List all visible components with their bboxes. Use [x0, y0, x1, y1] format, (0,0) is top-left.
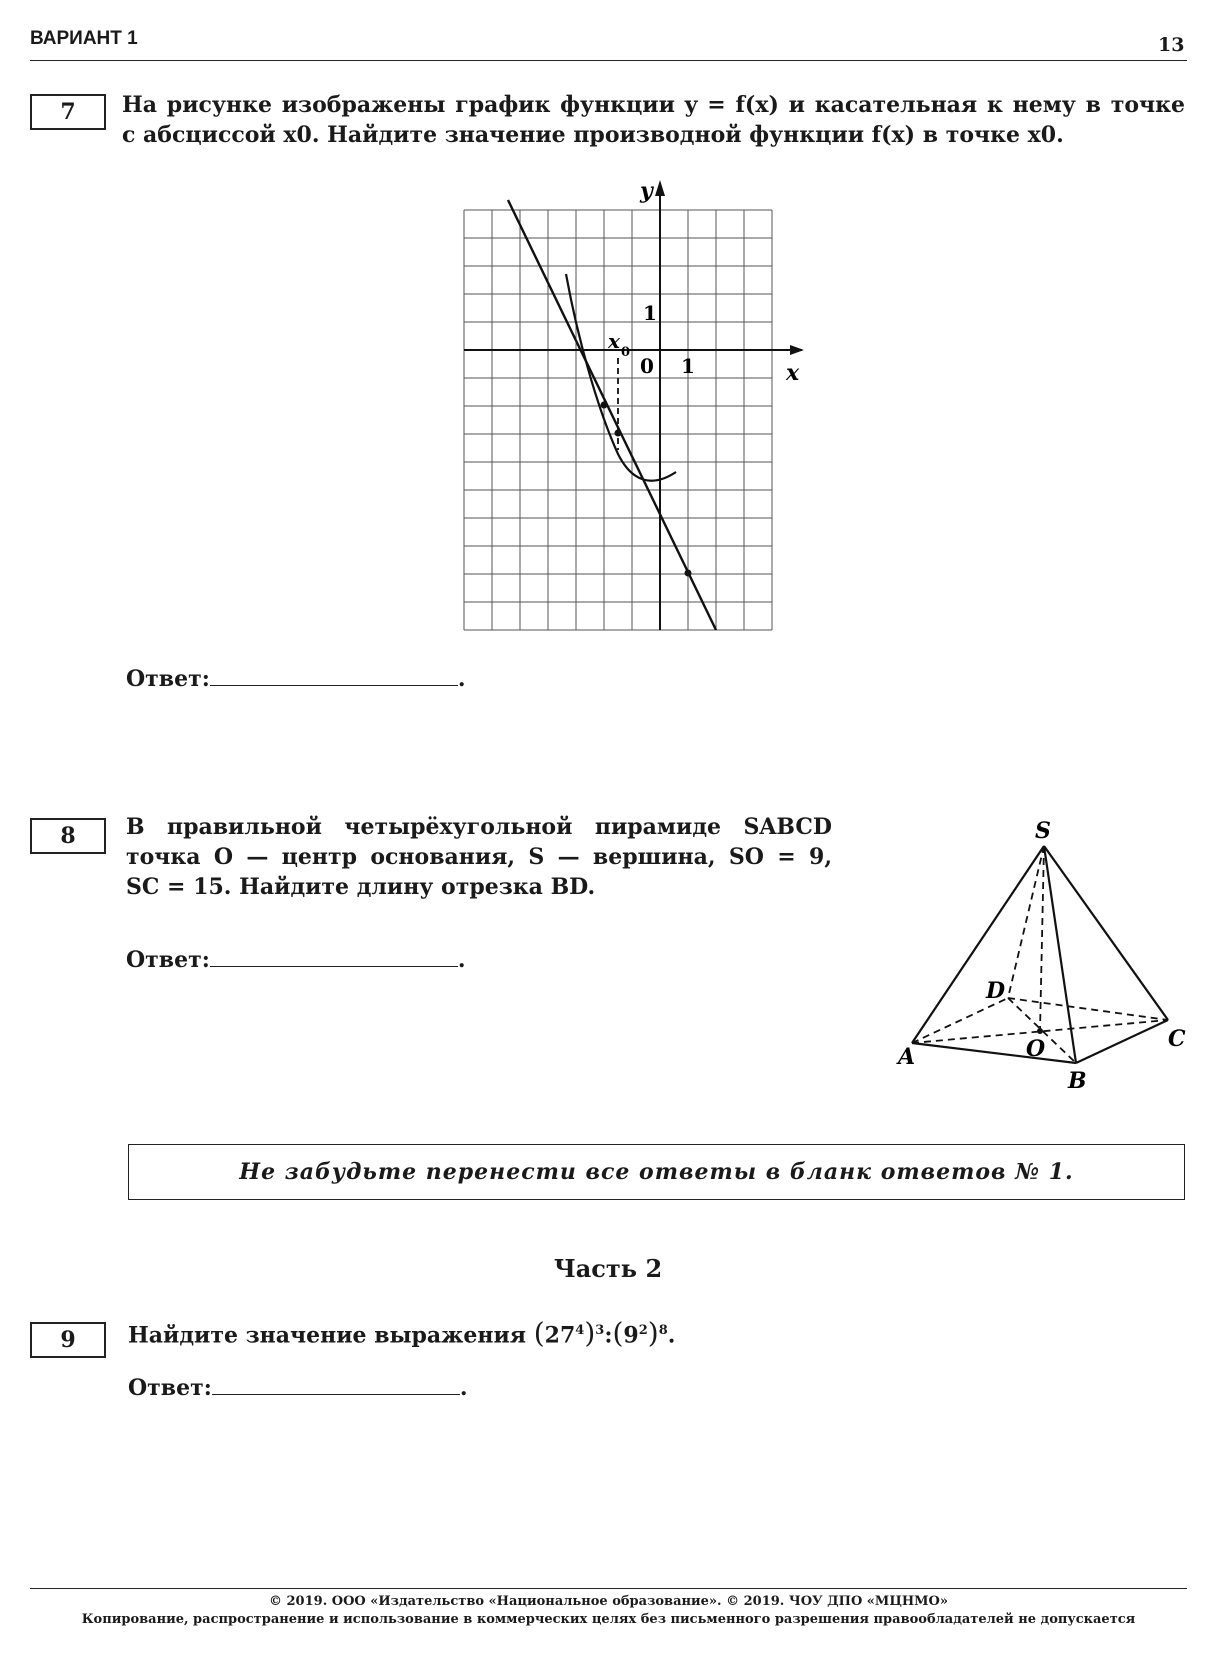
y-axis-label: y	[640, 178, 653, 204]
point-2	[615, 430, 622, 437]
point-O	[1037, 1028, 1043, 1034]
task-8-line-3: SC = 15. Найдите длину отрезка BD.	[126, 874, 596, 900]
expr-outer-exp-2: 8	[658, 1323, 668, 1338]
x-axis-arrow	[790, 345, 804, 355]
answer-label: Ответ:	[128, 1375, 212, 1401]
x-axis-label: x	[786, 360, 800, 386]
tangent-line	[508, 200, 716, 630]
y-axis-arrow	[655, 180, 665, 196]
task-8-number: 8	[30, 818, 106, 854]
point-3	[685, 570, 692, 577]
label-O: O	[1026, 1036, 1046, 1062]
footer-rule	[30, 1588, 1187, 1589]
origin-label: 0	[640, 354, 654, 378]
y-unit-label: 1	[643, 301, 657, 325]
answer-label: Ответ:	[126, 666, 210, 692]
answer-label: Ответ:	[126, 947, 210, 973]
expr-base-1: 27	[544, 1322, 576, 1349]
task-9-number: 9	[30, 1322, 106, 1358]
label-D: D	[986, 978, 1006, 1004]
task-8-line-2: точка O — центр основания, S — вершина, SO = 9,	[126, 844, 832, 870]
point-1	[601, 402, 608, 409]
expr-exp-1: 4	[575, 1323, 585, 1338]
task-9-answer: Ответ: .	[128, 1375, 468, 1401]
task-7-line-2: с абсциссой x0. Найдите значение производной функции f(x) в точке x0.	[122, 122, 1064, 148]
task-8-line-1: В правильной четырёхугольной пирамиде SABCD	[126, 814, 832, 840]
x0-label: x	[608, 329, 620, 353]
expr-divider: :	[604, 1322, 613, 1349]
task-7-number: 7	[30, 94, 106, 130]
part-2-title: Часть 2	[553, 1254, 663, 1283]
label-S: S	[1035, 818, 1051, 844]
task-8-answer: Ответ: .	[126, 947, 466, 973]
label-A: A	[898, 1044, 916, 1070]
task-7-answer-field[interactable]	[210, 665, 458, 686]
task-7-line-1: На рисунке изображены график функции y = f(x) и касательная к нему в точке	[122, 92, 1185, 118]
label-B: B	[1068, 1068, 1087, 1094]
pyramid-figure	[890, 808, 1190, 1098]
x-unit-label: 1	[681, 354, 695, 378]
label-C: C	[1168, 1026, 1186, 1052]
task-9-prompt: Найдите значение выражения	[128, 1322, 527, 1349]
footer-copyright: © 2019. ООО «Издательство «Национальное образование». © 2019. ЧОУ ДПО «МЦНМО»	[268, 1594, 949, 1609]
footer-notice: Копирование, распространение и использование в коммерческих целях без письменного разрешения правообладателей не допускается	[81, 1612, 1136, 1627]
reminder-box: Не забудьте перенести все ответы в бланк ответов № 1.	[128, 1144, 1185, 1200]
task-7-answer: Ответ: .	[126, 666, 466, 692]
task-9-text: Найдите значение выражения $(27^4)^3:(9^2)^8$.	[128, 1316, 676, 1350]
x0-subscript: 0	[621, 345, 631, 360]
expr-exp-2: 2	[638, 1323, 648, 1338]
page-number: 13	[1158, 34, 1185, 56]
variant-label: ВАРИАНТ 1	[30, 28, 138, 49]
expr-outer-exp-1: 3	[595, 1323, 605, 1338]
task-7-graph	[440, 170, 820, 640]
task-9-answer-field[interactable]	[212, 1374, 460, 1395]
expr-base-2: 9	[623, 1322, 639, 1349]
header-rule	[30, 60, 1187, 61]
task-8-answer-field[interactable]	[210, 946, 458, 967]
